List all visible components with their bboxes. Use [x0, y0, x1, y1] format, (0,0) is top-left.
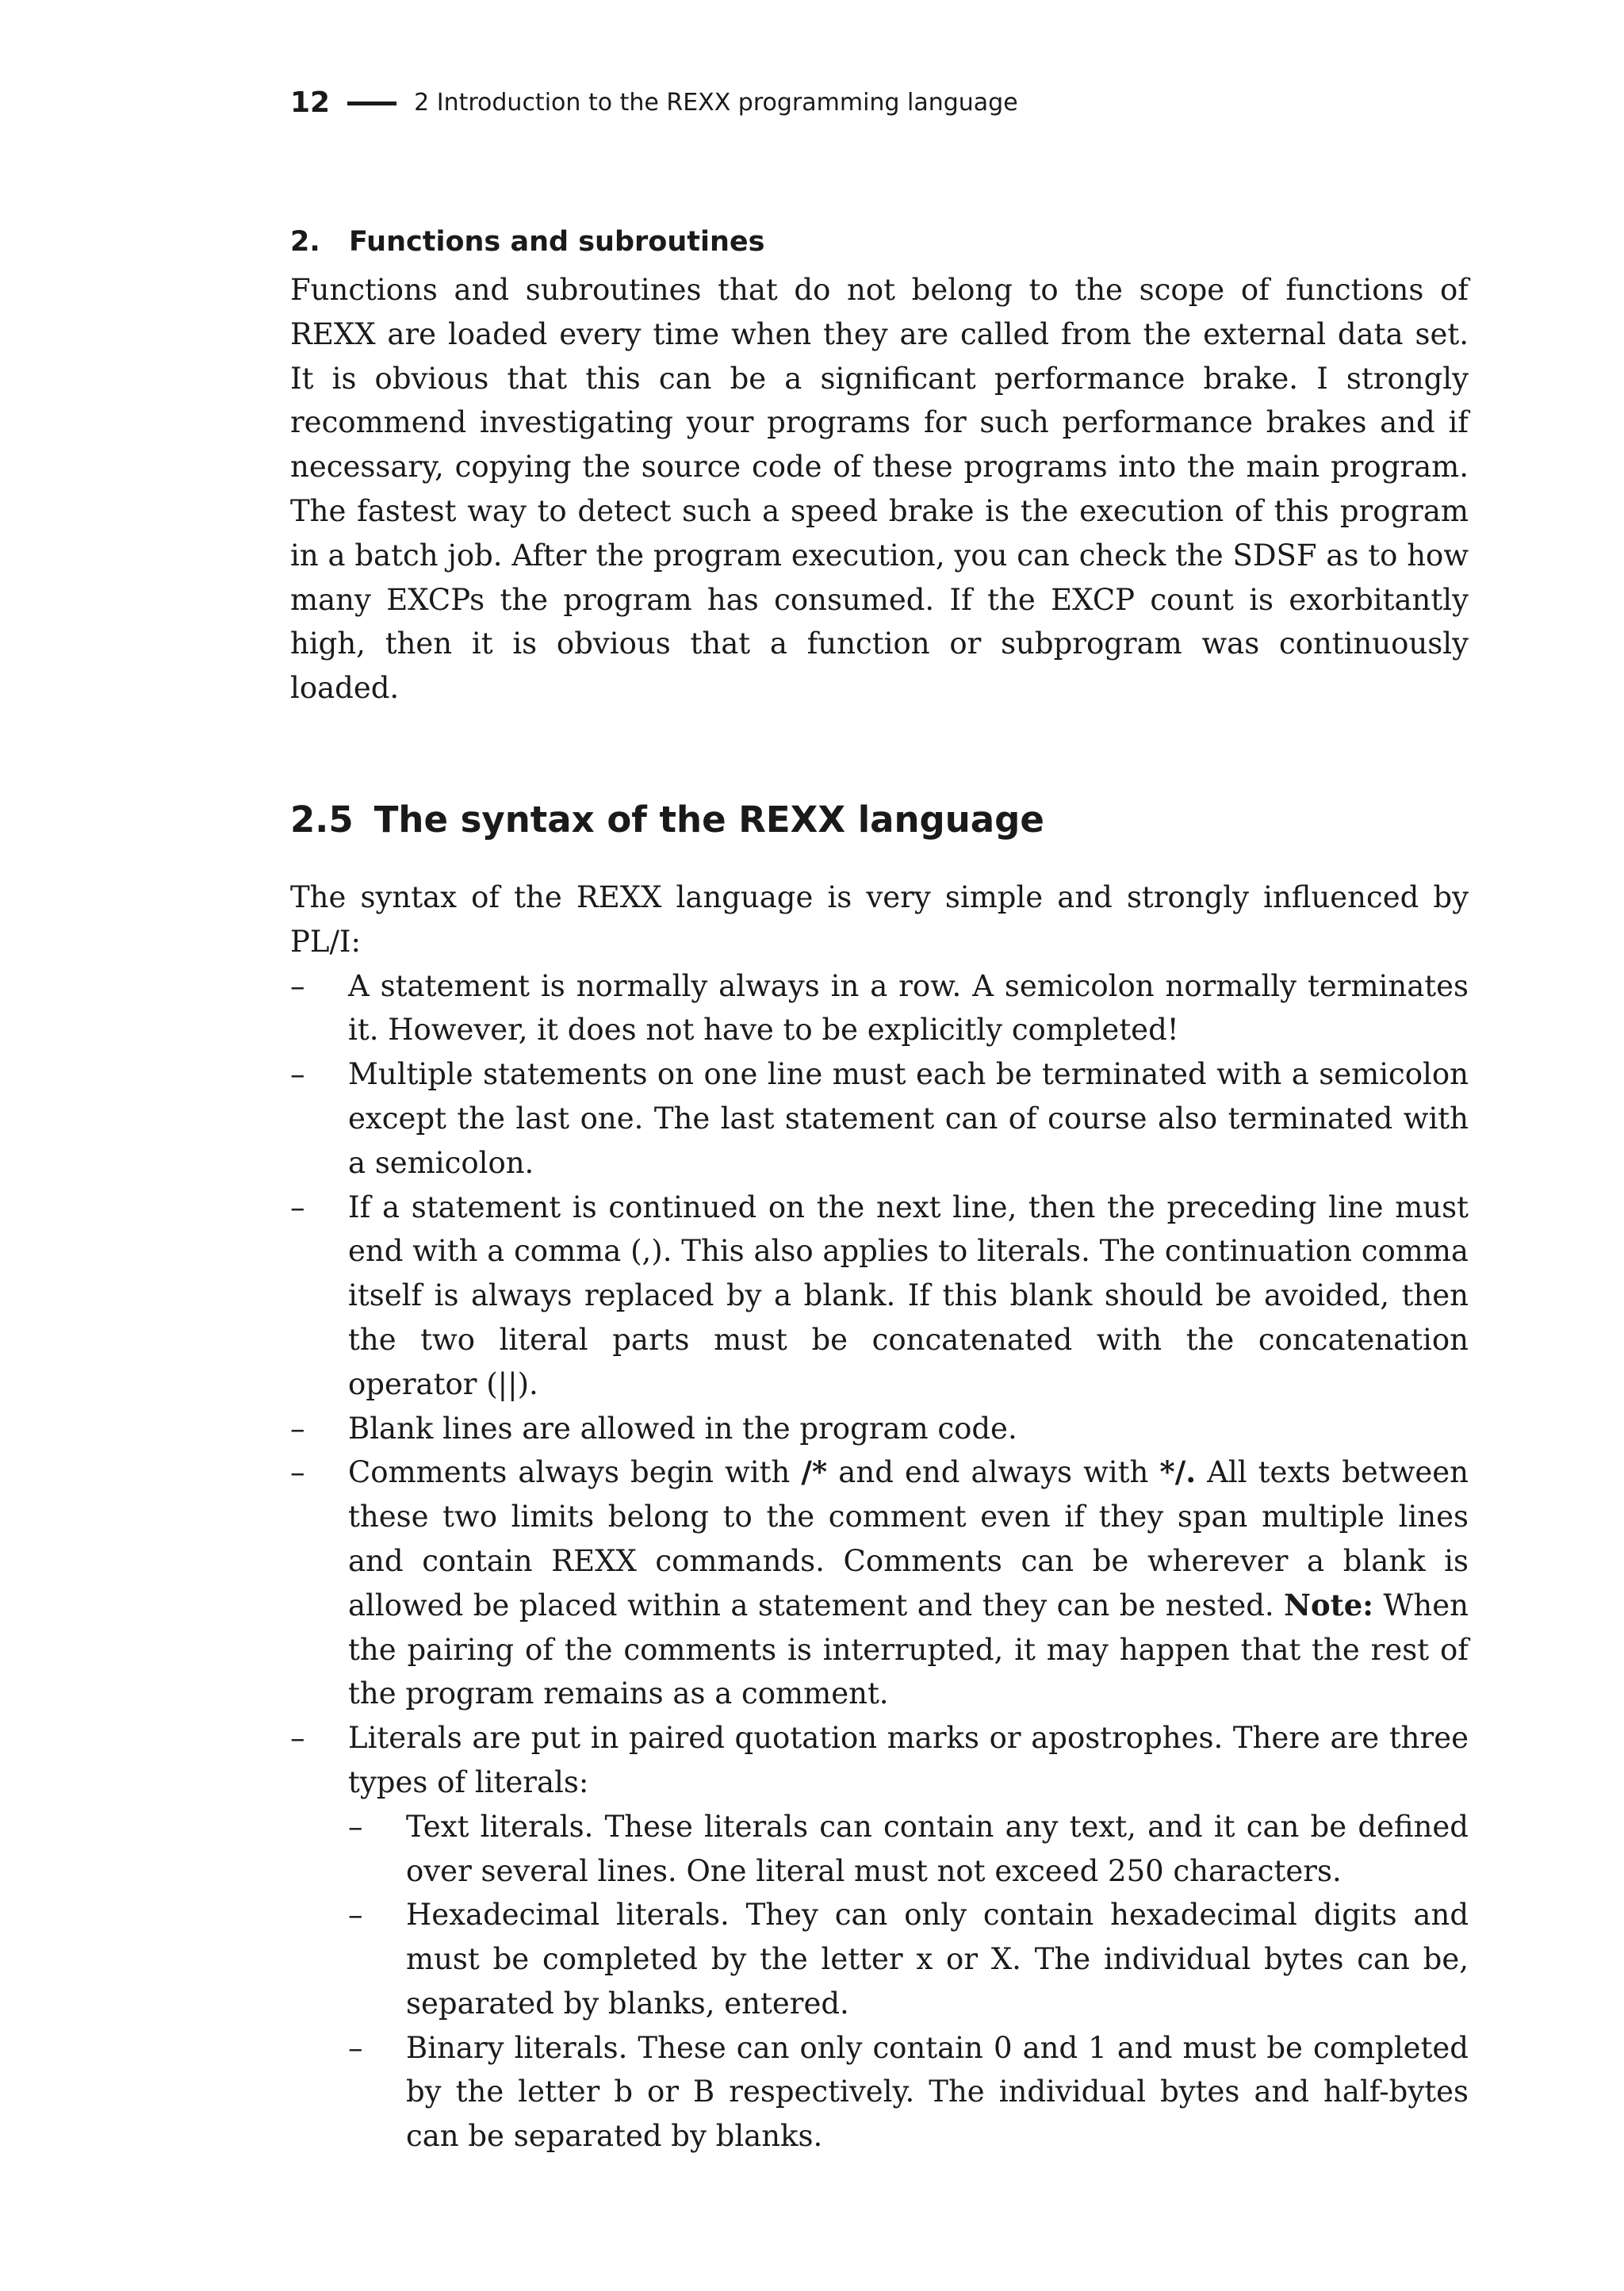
list-item — [290, 964, 1469, 1053]
nested-list-item-text: Hexadecimal literals. They can only contain hexadecimal digits and must be completed by the letter x or X. The individual bytes can be, separated by blanks, entered. — [406, 1898, 1469, 2021]
nested-list-item — [348, 2026, 1469, 2159]
list-dash: – — [290, 1411, 305, 1446]
nested-list-item-text: Text literals. These literals can contain any text, and it can be defined over several lines. One literal must not exceed 250 characters. — [406, 1809, 1469, 1888]
list-item — [290, 1716, 1469, 2159]
header-rule — [347, 102, 396, 105]
nested-list-item — [348, 1805, 1469, 1894]
comment-text-a: Comments always begin with — [348, 1455, 802, 1490]
comment-close-token: */. — [1159, 1454, 1197, 1490]
list-dash: – — [290, 1057, 305, 1092]
subsection-heading — [290, 222, 1469, 262]
list-dash: – — [290, 1455, 305, 1490]
list-dash: – — [348, 2030, 363, 2065]
list-item — [290, 1450, 1469, 1716]
list-item-text — [348, 1455, 1469, 1711]
section-heading — [290, 796, 1469, 844]
list-dash: – — [290, 1721, 305, 1756]
comment-open-token: /* — [801, 1454, 828, 1490]
list-dash: – — [348, 1898, 363, 1933]
list-item-text: Literals are put in paired quotation marks or apostrophes. There are three types of literals: — [348, 1721, 1469, 1799]
list-item — [290, 1052, 1469, 1185]
note-label: Note: — [1284, 1587, 1373, 1622]
syntax-list — [290, 964, 1469, 2159]
list-item-text: If a statement is continued on the next line, then the preceding line must end with a comma (,). This also applies to literals. The continuation comma itself is always replaced by a blank. If this blank should be avoided, then the two literal parts must be concatenated with the concatenation operator (||). — [348, 1190, 1469, 1401]
list-dash: – — [290, 1190, 305, 1224]
section-intro: The syntax of the REXX language is very simple and strongly influenced by PL/I: — [290, 879, 1469, 959]
list-dash: – — [348, 1809, 363, 1844]
list-dash: – — [290, 968, 305, 1003]
section-title: The syntax of the REXX language — [373, 798, 1044, 841]
list-item — [290, 1407, 1469, 1451]
comment-text-b: and end always with — [827, 1455, 1160, 1490]
subsection-paragraph: Functions and subroutines that do not belong to the scope of functions of REXX are loaded every time when they are called from the external data set. It is obvious that this can be a significant performance brake. I strongly recommend investigating your programs for such performance brakes and if necessary, copying the source code of these programs into the main program. The fastest way to detect such a speed brake is the execution of this program in a batch job. After the program execution, you can check the SDSF as to how many EXCPs the program has consumed. If the EXCP count is exorbitantly high, then it is obvious that a function or subprogram was continuously loaded. — [290, 273, 1469, 706]
page-number: 12 — [290, 86, 331, 119]
list-item-text: Blank lines are allowed in the program code. — [348, 1411, 1017, 1446]
nested-list-item — [348, 1893, 1469, 2025]
list-item-text: Multiple statements on one line must each be terminated with a semicolon except the last one. The last statement can of course also terminated with a semicolon. — [348, 1057, 1469, 1180]
section-number: 2.5 — [290, 798, 354, 841]
nested-list-item-text: Binary literals. These can only contain 0 and 1 and must be completed by the letter b or B respectively. The individual bytes and half-bytes can be separated by blanks. — [406, 2030, 1469, 2154]
list-item-text: A statement is normally always in a row. A semicolon normally terminates it. However, it does not have to be explicitly completed! — [348, 968, 1469, 1048]
running-head — [290, 86, 1018, 119]
subsection-title: Functions and subroutines — [349, 226, 765, 258]
list-item — [290, 1186, 1469, 1407]
literal-types-list — [348, 1805, 1469, 2159]
body-content — [290, 222, 1469, 2159]
comment-text-c: All texts between these two limits belong to the comment even if they span multiple lines and contain REXX commands. Comments can be wherever a blank is allowed be placed within a statement and they can be nested. — [348, 1455, 1469, 1622]
running-title: 2 Introduction to the REXX programming language — [414, 89, 1018, 117]
comment-text-d: When the pairing of the comments is interrupted, it may happen that the rest of the program remains as a comment. — [348, 1588, 1469, 1711]
subsection-number: 2. — [290, 226, 320, 258]
